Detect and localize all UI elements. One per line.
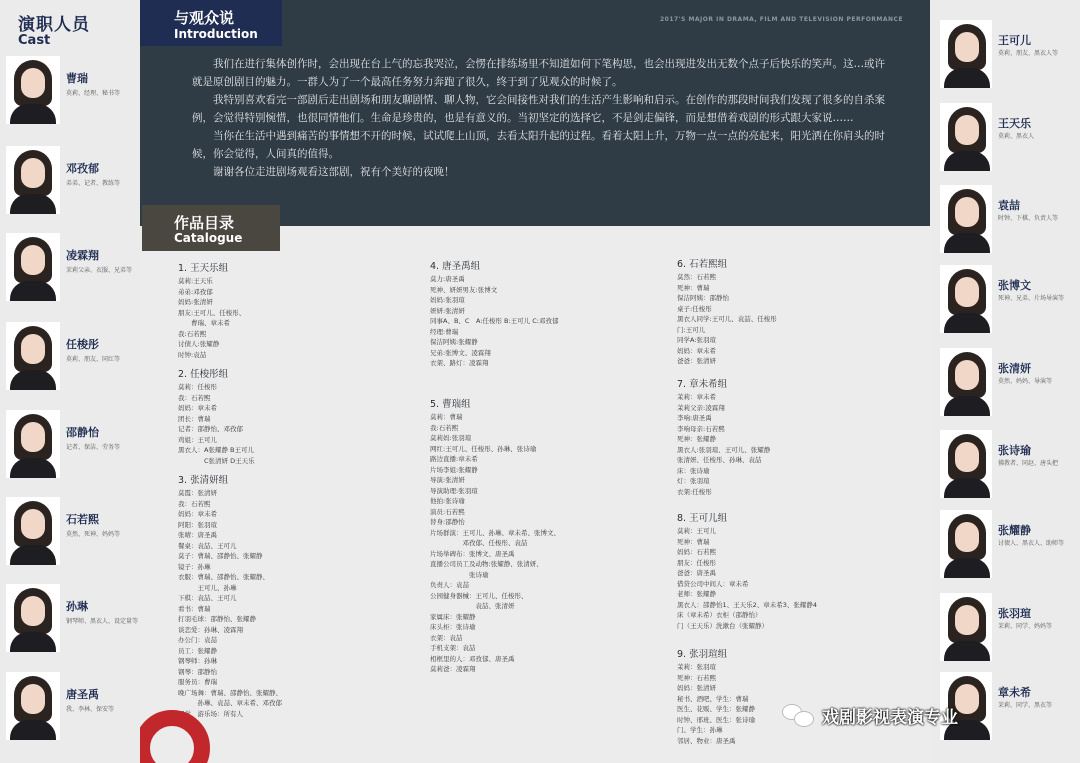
- catalogue-group-title: 3. 张清妍组: [178, 475, 229, 486]
- catalogue-role-line: 门、学生：孙琳: [677, 726, 723, 734]
- catalogue-role-line: 镜子：孙琳: [178, 562, 211, 571]
- catalogue-role-line: 死神：曹瑞: [677, 283, 710, 292]
- catalogue-role-line: 爸爸：张清妍: [677, 357, 716, 365]
- catalogue-role-line: 借贷公司中间人：章未希: [677, 579, 749, 588]
- cast-name: 章未希: [998, 686, 1031, 699]
- catalogue-role-line: 员工：张耀静: [178, 646, 217, 655]
- catalogue-group-title: 5. 曹瑞组: [430, 399, 471, 410]
- catalogue-group: [677, 256, 777, 367]
- cast-name: 石若熙: [66, 513, 99, 526]
- catalogue-role-line: 办公门：袁喆: [178, 636, 217, 644]
- catalogue-group: [178, 260, 245, 360]
- cast-photo: [6, 584, 60, 652]
- catalogue-role-line: 导演:张清妍: [430, 476, 465, 484]
- catalogue-role-line: 灯：张羽瑄: [677, 477, 710, 485]
- catalogue-role-line: 秘书、酒吧、学生：曹瑞: [677, 694, 749, 703]
- catalogue-role-line: 孙琳、袁喆、章未希、邓孜郁: [178, 699, 282, 707]
- catalogue-role-line: 莫莉妈:张羽瑄: [430, 434, 472, 442]
- catalogue-role-line: 同学A:张羽瑄: [677, 336, 717, 344]
- catalogue-group-title: 8. 王可儿组: [677, 513, 728, 524]
- catalogue-group: [430, 396, 560, 675]
- cast-title-en: Cast: [18, 33, 51, 48]
- catalogue-role-line: 片场李姐:张耀静: [430, 465, 478, 474]
- catalogue-role-line: 同事A、B、C A:任梭彤 B:王可儿 C:邓孜郁: [430, 317, 559, 325]
- catalogue-role-line: 片场举碑布：张博文、唐圣禹: [430, 549, 515, 558]
- cast-name: 邵静怡: [66, 426, 99, 439]
- catalogue-role-line: 茉莉：张羽瑄: [677, 663, 716, 671]
- catalogue-role-line: 爸爸：唐圣禹: [677, 569, 716, 577]
- catalogue-role-line: 看书：曹瑞: [178, 604, 211, 613]
- catalogue-role-line: 张清妍、任梭彤、孙琳、袁喆: [677, 456, 762, 464]
- cast-member: [936, 185, 1080, 263]
- cast-member: [936, 510, 1080, 588]
- catalogue-role-line: 邻居、物业：唐圣禹: [677, 736, 736, 745]
- catalogue-role-line: 李响母亲:石若熙: [677, 424, 725, 433]
- catalogue-role-line: 衣架：袁喆: [430, 633, 463, 642]
- intro-paragraph: 谢谢各位走进剧场观看这部剧，祝有个美好的夜晚！: [213, 166, 455, 178]
- cast-member: [0, 146, 136, 218]
- cast-name: 邓孜郁: [66, 162, 99, 175]
- cast-photo: [940, 593, 992, 661]
- catalogue-role-line: 黑衣人：邵静怡1、王天乐2、章未希3、张耀静4: [677, 600, 818, 609]
- cast-photo: [940, 510, 992, 578]
- cast-member: [936, 593, 1080, 671]
- cast-name: 曹瑞: [66, 72, 88, 85]
- cast-roles: 莫莉、经理、秘书等: [66, 90, 121, 97]
- intro-paragraph: 当你在生活中遇到痛苦的事情想不开的时候，试试爬上山顶，去看太阳升起的过程。看着太阳上升，万物一点一点的亮起来，阳光洒在你肩头的时候，你会觉得，人间真的值得。: [192, 130, 885, 160]
- catalogue-role-line: 朋友：任梭彤: [677, 558, 716, 567]
- cast-member: [0, 497, 136, 569]
- catalogue-role-line: 医生、花贩、学生：张耀静: [677, 705, 755, 713]
- catalogue-role-line: 手机支架：袁喆: [430, 644, 476, 652]
- catalogue-role-line: 我:石若熙: [430, 423, 459, 432]
- cast-roles: 钢琴师、黑衣人、设定量等: [66, 618, 139, 625]
- cast-roles: 莫然、死神、妈妈等: [66, 531, 121, 538]
- catalogue-role-line: 团长：曹瑞: [178, 414, 211, 423]
- cast-photo: [940, 185, 992, 253]
- catalogue-group: [677, 510, 817, 631]
- cast-member: [0, 584, 139, 656]
- cast-roles: 茉莉父亲、衣服、兄弟等: [66, 267, 133, 274]
- cast-name: 张羽瑄: [998, 607, 1031, 620]
- catalogue-role-line: 莫霞：张清妍: [178, 489, 217, 497]
- cast-photo: [940, 20, 992, 88]
- cast-roles: 佛教者、同赵、唐头把: [998, 460, 1059, 467]
- catalogue-role-line: 桌子:任梭彤: [677, 304, 712, 313]
- catalogue-role-line: 床头柜：张诗瑜: [430, 623, 476, 631]
- cast-roles: 莫莉、朋友、同红等: [66, 356, 121, 363]
- catalogue-role-line: 妈妈:张清妍: [178, 298, 213, 306]
- catalogue-role-line: 死神：石若熙: [677, 673, 716, 682]
- catalogue-role-line: 死神：张耀静: [677, 435, 716, 443]
- catalogue-group: [178, 472, 282, 719]
- introduction-subtitle: 2017'S MAJOR IN DRAMA, FILM AND TELEVISION PERFORMANCE: [660, 16, 904, 23]
- cast-name: 张诗瑜: [998, 444, 1031, 457]
- catalogue-role-line: 莫莉：王可儿: [677, 527, 716, 535]
- catalogue-group: [178, 366, 255, 466]
- catalogue-role-line: 妈妈：石若熙: [677, 548, 716, 556]
- catalogue-role-line: 谈恋爱：孙琳、凌霖翔: [178, 625, 243, 634]
- catalogue-role-line: 衣架:任梭彤: [677, 487, 712, 496]
- cast-roles: 时钟、下棋、负责人等: [998, 215, 1059, 222]
- catalogue-role-line: 莫莉:王天乐: [178, 277, 213, 285]
- cast-member: [936, 348, 1080, 426]
- catalogue-role-line: 服务员：曹瑞: [178, 678, 217, 686]
- catalogue-role-line: 兄弟:张博文、凌霖翔: [430, 348, 491, 357]
- cast-column-left: [0, 0, 140, 763]
- cast-roles: 死神、兄弟、片场导演等: [998, 295, 1065, 302]
- catalogue-role-line: 直播公司员工及动物:张耀静、张清妍、: [430, 560, 543, 568]
- catalogue-role-line: 负责人：袁喆: [430, 581, 469, 589]
- cast-roles: 我、李林、保安等: [66, 706, 115, 713]
- catalogue-role-line: 妍妍:张清妍: [430, 306, 465, 315]
- cast-name: 王可儿: [998, 34, 1031, 47]
- cast-member: [0, 56, 136, 128]
- catalogue-role-line: 保洁阿姨:张耀静: [430, 338, 478, 346]
- cast-roles: 茉莉、同学、妈妈等: [998, 623, 1053, 630]
- cast-member: [936, 103, 1080, 181]
- catalogue-role-line: 鸡姐：王可儿: [178, 435, 217, 444]
- catalogue-role-line: 老师：张耀静: [677, 590, 716, 598]
- cast-photo: [6, 672, 60, 740]
- catalogue-role-line: 黑衣人同学:王可儿、袁喆、任梭彤: [677, 315, 777, 323]
- catalogue-role-line: 我：石若熙: [178, 393, 211, 402]
- catalogue-role-line: 路边直播:章未希: [430, 455, 478, 463]
- cast-photo: [6, 146, 60, 214]
- catalogue-role-line: 门（王天乐）洗漱台（张耀静）: [677, 621, 768, 630]
- catalogue-role-line: 钢琴：邵静怡: [178, 667, 217, 676]
- catalogue-role-line: 网红:王可儿、任梭彤、孙琳、张诗瑜: [430, 444, 537, 453]
- catalogue-role-line: 片场群演：王可儿、孙琳、章未希、张博文、: [430, 528, 560, 537]
- cast-roles: 记者、保洁、劳务等: [66, 444, 121, 451]
- cast-photo: [6, 233, 60, 301]
- cast-member: [0, 672, 136, 744]
- catalogue-role-line: 黑衣人：A张耀静 B王可儿: [178, 446, 254, 454]
- cast-name: 张清妍: [998, 362, 1031, 375]
- catalogue-role-line: 妈妈:张羽瑄: [430, 296, 465, 304]
- catalogue-role-line: 时钟:袁喆: [178, 350, 207, 359]
- catalogue-role-line: 莫莉：任梭彤: [178, 383, 217, 391]
- catalogue-role-line: 床：张诗瑜: [677, 466, 710, 475]
- cast-member: [0, 322, 136, 394]
- watermark: [782, 700, 958, 730]
- cast-name: 孙琳: [66, 600, 88, 613]
- catalogue-role-line: 下棋：袁喆、王可儿: [178, 594, 237, 602]
- catalogue-role-line: 曹瑞、章未希: [178, 319, 230, 327]
- catalogue-role-line: 茉莉：章未希: [677, 393, 716, 401]
- catalogue-role-line: 死神：曹瑞: [677, 537, 710, 546]
- catalogue-role-line: 弟弟:邓孜郁: [178, 287, 213, 296]
- catalogue-role-line: 他拍:张诗瑜: [430, 497, 465, 505]
- catalogue-group-title: 6. 石若熙组: [677, 259, 728, 270]
- catalogue-role-line: 记者：邵静怡、邓孜郁: [178, 425, 243, 433]
- cast-member: [936, 430, 1080, 508]
- catalogue-role-line: 妈妈：章未希: [677, 346, 716, 355]
- cast-name: 王天乐: [998, 117, 1031, 130]
- cast-roles: 莫然、妈妈、导演等: [998, 378, 1053, 385]
- catalogue-role-line: 王可儿、孙琳: [178, 583, 237, 592]
- catalogue-role-line: 我：石若熙: [178, 499, 211, 508]
- catalogue-tag: [142, 205, 280, 251]
- cast-name: 袁喆: [998, 199, 1020, 212]
- catalogue-role-line: 邓孜郁、任梭彤、袁喆: [430, 539, 528, 547]
- cast-photo: [940, 265, 992, 333]
- catalogue-role-line: 张诗瑜: [430, 570, 489, 579]
- intro-paragraph: 我们在进行集体创作时，会出现在台上气的忘我哭泣，会愣在排练场里不知道如何下笔构思，也会出现进发出无数个点子后快乐的笑声。这…或许就是原创剧目的魅力。一群人为了一个最高任务努力奔跑了很久，终于到了见观众的时候了。: [192, 58, 885, 88]
- catalogue-role-line: 妈妈：张清妍: [677, 684, 716, 692]
- cast-roles: 讨债人、黑衣人、助师等: [998, 540, 1065, 547]
- catalogue-role-line: 茉莉父亲:凌霖翔: [677, 403, 725, 412]
- wechat-icon: [782, 702, 816, 728]
- cast-column-right: [930, 0, 1080, 763]
- cast-roles: 茉莉、同学、黑衣等: [998, 702, 1053, 709]
- cast-title-zh: 演职人员: [18, 15, 90, 35]
- watermark-text: 戏剧影视表演专业: [822, 707, 958, 728]
- catalogue-role-line: 张晴：唐圣禹: [178, 531, 217, 539]
- catalogue-role-line: 妈妈：章未希: [178, 510, 217, 518]
- catalogue-role-line: 钢琴师：孙琳: [178, 657, 217, 665]
- catalogue-group-title: 1. 王天乐组: [178, 263, 229, 274]
- cast-photo: [6, 410, 60, 478]
- catalogue-group: [430, 258, 558, 369]
- catalogue-role-line: 袁喆、张清妍: [430, 602, 515, 610]
- cast-name: 张耀静: [998, 524, 1031, 537]
- catalogue-role-line: 打羽毛球：邵静怡、张耀静: [178, 615, 256, 623]
- catalogue-group: [677, 646, 755, 746]
- cast-member: [0, 233, 136, 305]
- catalogue-group: [677, 376, 770, 497]
- catalogue-role-line: 莫莉爸：凌霖翔: [430, 665, 476, 673]
- catalogue-group-title: 7. 章未希组: [677, 379, 728, 390]
- intro-paragraph: 我特别喜欢看完一部剧后走出剧场和朋友聊剧情、聊人物，它会间接性对我们的生活产生影响和启示。在创作的那段时间我们发现了很多的自杀案例，会觉得特别惋惜，也很同情他们。生命是珍贵的，也是有意义的。当初坚定的选择它，不是剑走偏锋，而是想借着戏剧的形式跟大家说……: [192, 94, 885, 124]
- cast-roles: 莫莉、朋友、黑衣人等: [998, 50, 1059, 57]
- cast-roles: 莫莉、黑衣人: [998, 133, 1035, 140]
- catalogue-role-line: 讨债人:张耀静: [178, 340, 220, 348]
- cast-photo: [940, 348, 992, 416]
- cast-member: [936, 265, 1080, 343]
- catalogue-role-line: 同学、游乐场：所有人: [178, 709, 243, 718]
- cast-name: 凌霖翔: [66, 249, 99, 262]
- catalogue-group-title: 9. 张羽瑄组: [677, 649, 728, 660]
- cast-member: [0, 410, 136, 482]
- cast-photo: [940, 103, 992, 171]
- catalogue-role-line: 门:王可儿: [677, 325, 706, 334]
- catalogue-role-line: 经理:曹瑞: [430, 327, 459, 336]
- introduction-title-zh: 与观众说: [174, 9, 235, 27]
- introduction-title-en: Introduction: [174, 27, 258, 41]
- catalogue-role-line: 导演助理:张羽瑄: [430, 486, 478, 495]
- catalogue-role-line: 家属床：张耀静: [430, 612, 476, 621]
- cast-header: [18, 10, 90, 48]
- cast-photo: [940, 430, 992, 498]
- catalogue-role-line: 相框里的人：邓孜郁、唐圣禹: [430, 654, 515, 663]
- catalogue-role-line: 妈妈：章未希: [178, 404, 217, 412]
- cast-photo: [6, 56, 60, 124]
- catalogue-title-en: Catalogue: [174, 231, 243, 245]
- catalogue-role-line: 替身:邵静怡: [430, 518, 465, 526]
- cast-roles: 弟弟、记者、教练等: [66, 180, 121, 187]
- catalogue-role-line: 晚广场舞：曹瑞、邵静怡、张耀静、: [178, 688, 282, 697]
- cast-name: 唐圣禹: [66, 688, 99, 701]
- catalogue-role-line: 黑衣人:张羽瑄、王可儿、张耀静: [677, 445, 771, 454]
- catalogue-role-line: 演员:石若熙: [430, 507, 465, 516]
- catalogue-role-line: 阿阳：张羽瑄: [178, 520, 217, 529]
- catalogue-role-line: 床（章未希）衣柜（邵静怡）: [677, 611, 762, 619]
- catalogue-role-line: 我:石若熙: [178, 329, 207, 338]
- catalogue-role-line: 莫然：石若熙: [677, 273, 716, 281]
- catalogue-group-title: 4. 唐圣禹组: [430, 261, 481, 272]
- cast-name: 张博文: [998, 279, 1031, 292]
- catalogue-role-line: 莫子：曹瑞、邵静怡、张耀静: [178, 552, 263, 560]
- cast-photo: [6, 497, 60, 565]
- catalogue-group-title: 2. 任梭彤组: [178, 369, 229, 380]
- catalogue-role-line: 莫莉：曹瑞: [430, 413, 463, 421]
- cast-name: 任梭彤: [66, 338, 99, 351]
- introduction-tag: [140, 0, 282, 46]
- catalogue-role-line: 时钟、邢班、医生：张诗瑜: [677, 715, 755, 724]
- catalogue-title-zh: 作品目录: [174, 214, 235, 232]
- catalogue-role-line: 李响:唐圣禹: [677, 414, 712, 422]
- catalogue-role-line: 保洁阿姨：邵静怡: [677, 294, 729, 302]
- catalogue-role-line: C张清妍 D王天乐: [178, 456, 255, 465]
- introduction-panel: [140, 0, 930, 226]
- catalogue-role-line: 公园健身器械：王可儿、任梭彤、: [430, 591, 528, 600]
- cast-photo: [6, 322, 60, 390]
- catalogue-role-line: 死神、妍妍男友:张博文: [430, 285, 498, 294]
- catalogue-role-line: 莫力:唐圣禹: [430, 275, 465, 283]
- catalogue-role-line: 餐桌：袁喆、王可儿: [178, 541, 237, 550]
- catalogue-role-line: 朋友:王可儿、任梭彤、: [178, 308, 246, 317]
- catalogue-content: [140, 252, 930, 763]
- catalogue-role-line: 衣架、路灯：凌霖翔: [430, 359, 489, 367]
- introduction-text: [192, 55, 894, 181]
- catalogue-role-line: 衣服：曹瑞、邵静怡、张耀静、: [178, 573, 269, 581]
- cast-member: [936, 20, 1080, 98]
- red-arc-decoration: [140, 700, 210, 763]
